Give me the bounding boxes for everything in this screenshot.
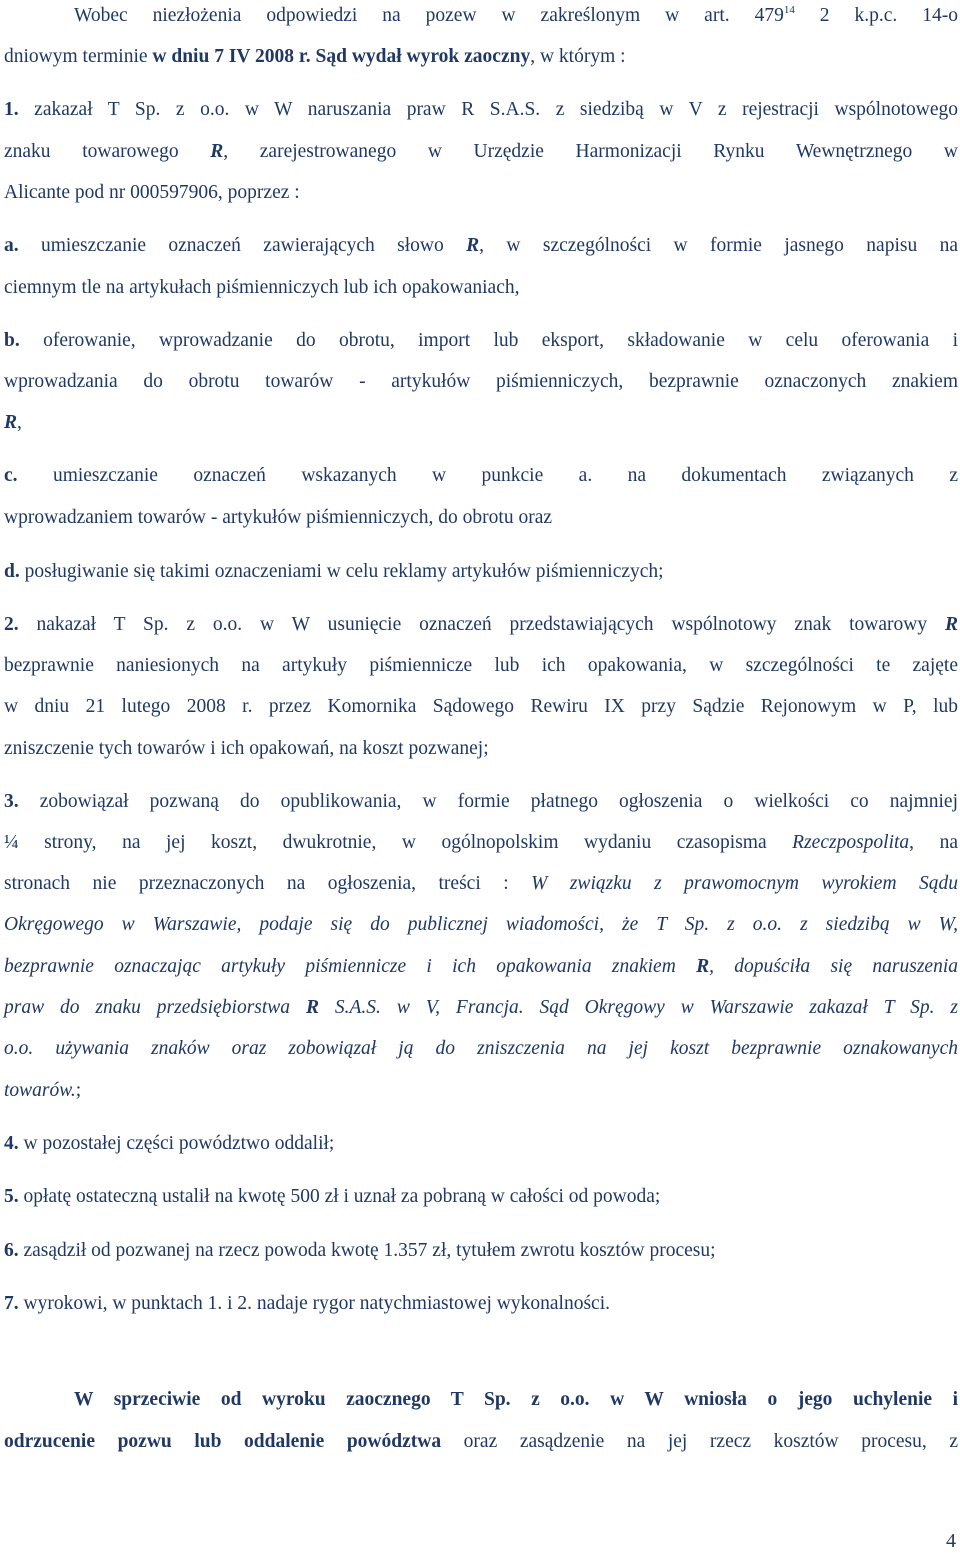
point-3-line-4: Okręgowego w Warszawie, podaje się do publicznej wiadomości, że T Sp. z o.o. z siedzibą w W, bbox=[4, 914, 958, 935]
intro-line-1: Wobec niezłożenia odpowiedzi na pozew w zakreślonym w art. $479^{14}$ 2 k.p.c. 14-o bbox=[74, 4, 958, 26]
intro-line-2: dniowym terminie w dniu 7 IV 2008 r. Sąd wydał wyrok zaoczny, w którym : bbox=[4, 46, 626, 67]
objection-line-1: W sprzeciwie od wyroku zaocznego T Sp. z o.o. w W wniosła o jego uchylenie i bbox=[74, 1389, 958, 1410]
point-b-line-3: R, bbox=[4, 412, 22, 433]
point-number: 4. bbox=[4, 1133, 19, 1154]
point-3-line-7: o.o. używania znaków oraz zobowiązał ją do zniszczenia na jej koszt bezprawnie oznakowanych bbox=[4, 1038, 958, 1059]
point-number: 7. bbox=[4, 1293, 19, 1314]
point-1-line-1: 1. zakazał T Sp. z o.o. w W naruszania praw R S.A.S. z siedzibą w V z rejestracji wspólnotowego bbox=[4, 99, 958, 120]
point-5: 5. opłatę ostateczną ustalił na kwotę 500 zł i uznał za pobraną w całości od powoda; bbox=[4, 1186, 661, 1207]
point-letter: d. bbox=[4, 561, 20, 582]
point-letter: c. bbox=[4, 465, 18, 486]
point-number: 2. bbox=[4, 614, 19, 635]
point-number: 3. bbox=[4, 791, 19, 812]
trademark-r: R bbox=[466, 235, 480, 256]
point-b-line-1: b. oferowanie, wprowadzanie do obrotu, import lub eksport, składowanie w celu oferowania i bbox=[4, 330, 958, 351]
point-number: 1. bbox=[4, 99, 19, 120]
point-1-line-3: Alicante pod nr 000597906, poprzez : bbox=[4, 182, 300, 203]
point-c-line-2: wprowadzaniem towarów - artykułów piśmienniczych, do obrotu oraz bbox=[4, 507, 552, 528]
point-3-line-2: ¼ strony, na jej koszt, dwukrotnie, w ogólnopolskim wydaniu czasopisma Rzeczpospolita, na bbox=[4, 832, 958, 853]
point-3-line-3: stronach nie przeznaczonych na ogłoszenia, treści : W związku z prawomocnym wyrokiem Sądu bbox=[4, 873, 959, 894]
point-number: 6. bbox=[4, 1240, 19, 1261]
point-2-line-2: bezprawnie naniesionych na artykuły piśmiennicze lub ich opakowania, w szczególności te zajęte bbox=[4, 655, 958, 676]
point-d-line-1: d. posługiwanie się takimi oznaczeniami w celu reklamy artykułów piśmienniczych; bbox=[4, 561, 664, 582]
objection-line-2: odrzucenie pozwu lub oddalenie powództwa oraz zasądzenie na jej rzecz kosztów procesu, z bbox=[4, 1431, 958, 1452]
point-letter: a. bbox=[4, 235, 19, 256]
point-c-line-1: c. umieszczanie oznaczeń wskazanych w punkcie a. na dokumentach związanych z bbox=[4, 465, 958, 486]
point-b-line-2: wprowadzania do obrotu towarów - artykułów piśmienniczych, bezprawnie oznaczonych znakiem bbox=[4, 371, 958, 392]
point-3-line-5: bezprawnie oznaczając artykuły piśmiennicze i ich opakowania znakiem R, dopuściła się naruszenia bbox=[4, 956, 958, 977]
trademark-r: R bbox=[210, 141, 224, 162]
point-a-line-1: a. umieszczanie oznaczeń zawierających słowo R, w szczególności w formie jasnego napisu na bbox=[4, 235, 958, 256]
point-a-line-2: ciemnym tle na artykułach piśmienniczych lub ich opakowaniach, bbox=[4, 277, 520, 298]
point-3-line-8: towarów.; bbox=[4, 1080, 82, 1101]
trademark-r: R bbox=[305, 997, 319, 1018]
page-number: 4 bbox=[946, 1530, 956, 1552]
point-2-line-1: 2. nakazał T Sp. z o.o. w W usunięcie oznaczeń przedstawiających wspólnotowy znak towarowy R bbox=[4, 614, 958, 635]
point-number: 5. bbox=[4, 1186, 19, 1207]
trademark-r: R bbox=[696, 956, 710, 977]
point-6: 6. zasądził od pozwanej na rzecz powoda kwotę 1.357 zł, tytułem zwrotu kosztów procesu; bbox=[4, 1240, 716, 1261]
trademark-r: R bbox=[944, 614, 958, 635]
point-3-line-6: praw do znaku przedsiębiorstwa R S.A.S. w V, Francja. Sąd Okręgowy w Warszawie zakazał T Sp. z bbox=[4, 997, 958, 1018]
point-1-line-2: znaku towarowego R, zarejestrowanego w Urzędzie Harmonizacji Rynku Wewnętrznego w bbox=[4, 141, 958, 162]
point-4: 4. w pozostałej części powództwo oddalił; bbox=[4, 1133, 335, 1154]
point-7: 7. wyrokowi, w punktach 1. i 2. nadaje rygor natychmiastowej wykonalności. bbox=[4, 1293, 610, 1314]
point-2-line-4: zniszczenie tych towarów i ich opakowań, na koszt pozwanej; bbox=[4, 738, 489, 759]
point-letter: b. bbox=[4, 330, 20, 351]
point-2-line-3: w dniu 21 lutego 2008 r. przez Komornika Sądowego Rewiru IX przy Sądzie Rejonowym w P, lub bbox=[4, 696, 958, 717]
superscript: 14 bbox=[783, 4, 795, 16]
trademark-r: R bbox=[4, 412, 18, 433]
point-3-line-1: 3. zobowiązał pozwaną do opublikowania, w formie płatnego ogłoszenia o wielkości co najmniej bbox=[4, 791, 958, 812]
